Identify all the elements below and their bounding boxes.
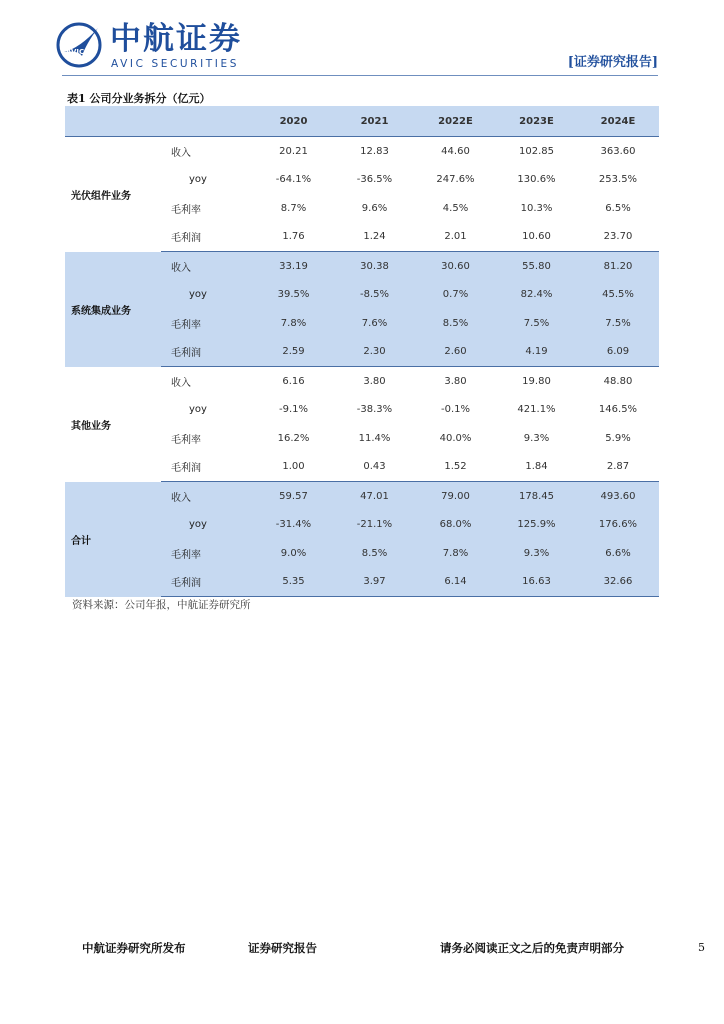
metric-label: 毛利润	[161, 453, 253, 482]
value-cell: -9.1%	[278, 404, 308, 416]
value-cell: 81.20	[577, 252, 659, 281]
value-cell: 8.5%	[334, 539, 415, 568]
value-cell: 363.60	[600, 145, 636, 157]
value-cell: 16.2%	[277, 432, 310, 444]
header-year: 2020	[253, 106, 334, 137]
page-number: 5	[698, 941, 705, 954]
metric-label: yoy	[161, 281, 253, 310]
header-metric	[161, 106, 253, 137]
value-cell: -31.4%	[253, 511, 334, 540]
footer-publisher: 中航证券研究所发布	[82, 941, 186, 955]
value-cell: -0.1%	[440, 404, 470, 416]
value-cell: 32.66	[577, 568, 659, 597]
value-cell: 79.00	[415, 482, 496, 511]
value-cell: 102.85	[519, 145, 554, 157]
value-cell: 5.9%	[605, 432, 631, 444]
value-cell: 33.19	[253, 252, 334, 281]
value-cell: 7.5%	[496, 309, 577, 338]
value-cell: 9.6%	[361, 202, 388, 214]
value-cell: 9.0%	[253, 539, 334, 568]
value-cell: 1.84	[496, 453, 577, 482]
value-cell: 3.97	[334, 568, 415, 597]
company-logo	[56, 20, 256, 72]
value-cell: 1.52	[415, 453, 496, 482]
metric-label: 毛利润	[161, 223, 253, 252]
value-cell: -36.5%	[356, 174, 393, 186]
value-cell: 6.14	[415, 568, 496, 597]
value-cell: 19.80	[522, 375, 551, 387]
value-cell: 7.8%	[253, 309, 334, 338]
value-cell: 1.24	[334, 223, 415, 252]
segment-name: 系统集成业务	[65, 252, 161, 367]
header-segment	[65, 106, 161, 137]
metric-label: 收入	[161, 482, 253, 511]
value-cell: 6.5%	[605, 202, 631, 214]
value-cell: 4.19	[496, 338, 577, 367]
value-cell: 130.6%	[517, 174, 556, 186]
value-cell: 48.80	[603, 375, 633, 387]
metric-label: yoy	[189, 174, 207, 186]
value-cell: 44.60	[441, 145, 470, 157]
metric-label: yoy	[161, 511, 253, 540]
footer-disclaimer: 请务必阅读正文之后的免责声明部分	[440, 941, 624, 955]
value-cell: 8.5%	[415, 309, 496, 338]
value-cell: 30.60	[415, 252, 496, 281]
value-cell: 2.01	[415, 223, 496, 252]
value-cell: 176.6%	[577, 511, 659, 540]
value-cell: 9.3%	[496, 539, 577, 568]
metric-label: 毛利率	[161, 539, 253, 568]
table-body	[65, 137, 659, 597]
value-cell: 6.16	[282, 375, 305, 387]
metric-label: 毛利润	[161, 568, 253, 597]
value-cell: 16.63	[496, 568, 577, 597]
metric-label: 毛利率	[171, 434, 201, 446]
value-cell: -64.1%	[275, 174, 312, 186]
footer-report-type: 证券研究报告	[248, 941, 317, 955]
value-cell: 5.35	[253, 568, 334, 597]
header-year: 2022E	[415, 106, 496, 137]
metric-label: yoy	[189, 404, 207, 416]
value-cell: 55.80	[496, 252, 577, 281]
metric-label: 毛利润	[161, 338, 253, 367]
metric-label: 毛利率	[171, 204, 201, 216]
value-cell: -38.3%	[356, 404, 393, 416]
value-cell: 421.1%	[517, 404, 556, 416]
metric-label: 收入	[171, 377, 191, 389]
value-cell: 0.43	[334, 453, 415, 482]
value-cell: 10.3%	[520, 202, 553, 214]
metric-label: 收入	[171, 147, 191, 159]
header-year: 2023E	[496, 106, 577, 137]
value-cell: 2.59	[253, 338, 334, 367]
metric-label: 收入	[161, 252, 253, 281]
segment-name: 光伏组件业务	[71, 190, 131, 202]
header-year: 2021	[334, 106, 415, 137]
value-cell: 4.5%	[442, 202, 469, 214]
value-cell: 10.60	[496, 223, 577, 252]
value-cell: 45.5%	[577, 281, 659, 310]
value-cell: 493.60	[577, 482, 659, 511]
header-divider	[62, 75, 658, 76]
value-cell: 82.4%	[496, 281, 577, 310]
value-cell: 47.01	[334, 482, 415, 511]
table-row	[65, 367, 659, 396]
value-cell: 39.5%	[253, 281, 334, 310]
logo-mark-text: AVIC	[66, 48, 85, 56]
value-cell: 20.21	[279, 145, 308, 157]
value-cell: 178.45	[496, 482, 577, 511]
value-cell: 1.76	[253, 223, 334, 252]
value-cell: -21.1%	[334, 511, 415, 540]
value-cell: 7.6%	[334, 309, 415, 338]
value-cell: 3.80	[363, 375, 386, 387]
table-source-note: 资料来源：公司年报，中航证券研究所	[72, 599, 251, 611]
value-cell: 6.6%	[577, 539, 659, 568]
value-cell: 2.87	[577, 453, 659, 482]
segment-name: 合计	[65, 482, 161, 597]
value-cell: 3.80	[444, 375, 467, 387]
value-cell: 1.00	[253, 453, 334, 482]
value-cell: -8.5%	[334, 281, 415, 310]
value-cell: 253.5%	[598, 174, 638, 186]
value-cell: 40.0%	[439, 432, 472, 444]
value-cell: 11.4%	[358, 432, 391, 444]
table-title: 表1 公司分业务拆分（亿元）	[67, 92, 211, 105]
value-cell: 2.60	[415, 338, 496, 367]
value-cell: 59.57	[253, 482, 334, 511]
value-cell: 146.5%	[598, 404, 638, 416]
logo-english-name: AVIC SECURITIES	[111, 58, 239, 70]
value-cell: 68.0%	[415, 511, 496, 540]
table-row	[65, 482, 659, 511]
value-cell: 30.38	[334, 252, 415, 281]
value-cell: 9.3%	[523, 432, 550, 444]
value-cell: 247.6%	[436, 174, 475, 186]
header-year: 2024E	[577, 106, 659, 137]
value-cell: 7.5%	[577, 309, 659, 338]
report-type-tag: [证券研究报告]	[567, 55, 658, 70]
table-row	[65, 137, 659, 166]
metric-label: 毛利率	[161, 309, 253, 338]
table-header-row	[65, 106, 659, 137]
value-cell: 8.7%	[280, 202, 307, 214]
logo-chinese-name: 中航证券	[110, 21, 242, 57]
value-cell: 6.09	[577, 338, 659, 367]
value-cell: 2.30	[334, 338, 415, 367]
value-cell: 125.9%	[496, 511, 577, 540]
value-cell: 0.7%	[415, 281, 496, 310]
avic-plane-icon	[56, 22, 102, 68]
segment-name: 其他业务	[71, 420, 111, 432]
value-cell: 23.70	[577, 223, 659, 252]
table-row	[65, 252, 659, 281]
value-cell: 12.83	[360, 145, 389, 157]
value-cell: 7.8%	[415, 539, 496, 568]
segment-breakdown-table	[65, 106, 659, 597]
